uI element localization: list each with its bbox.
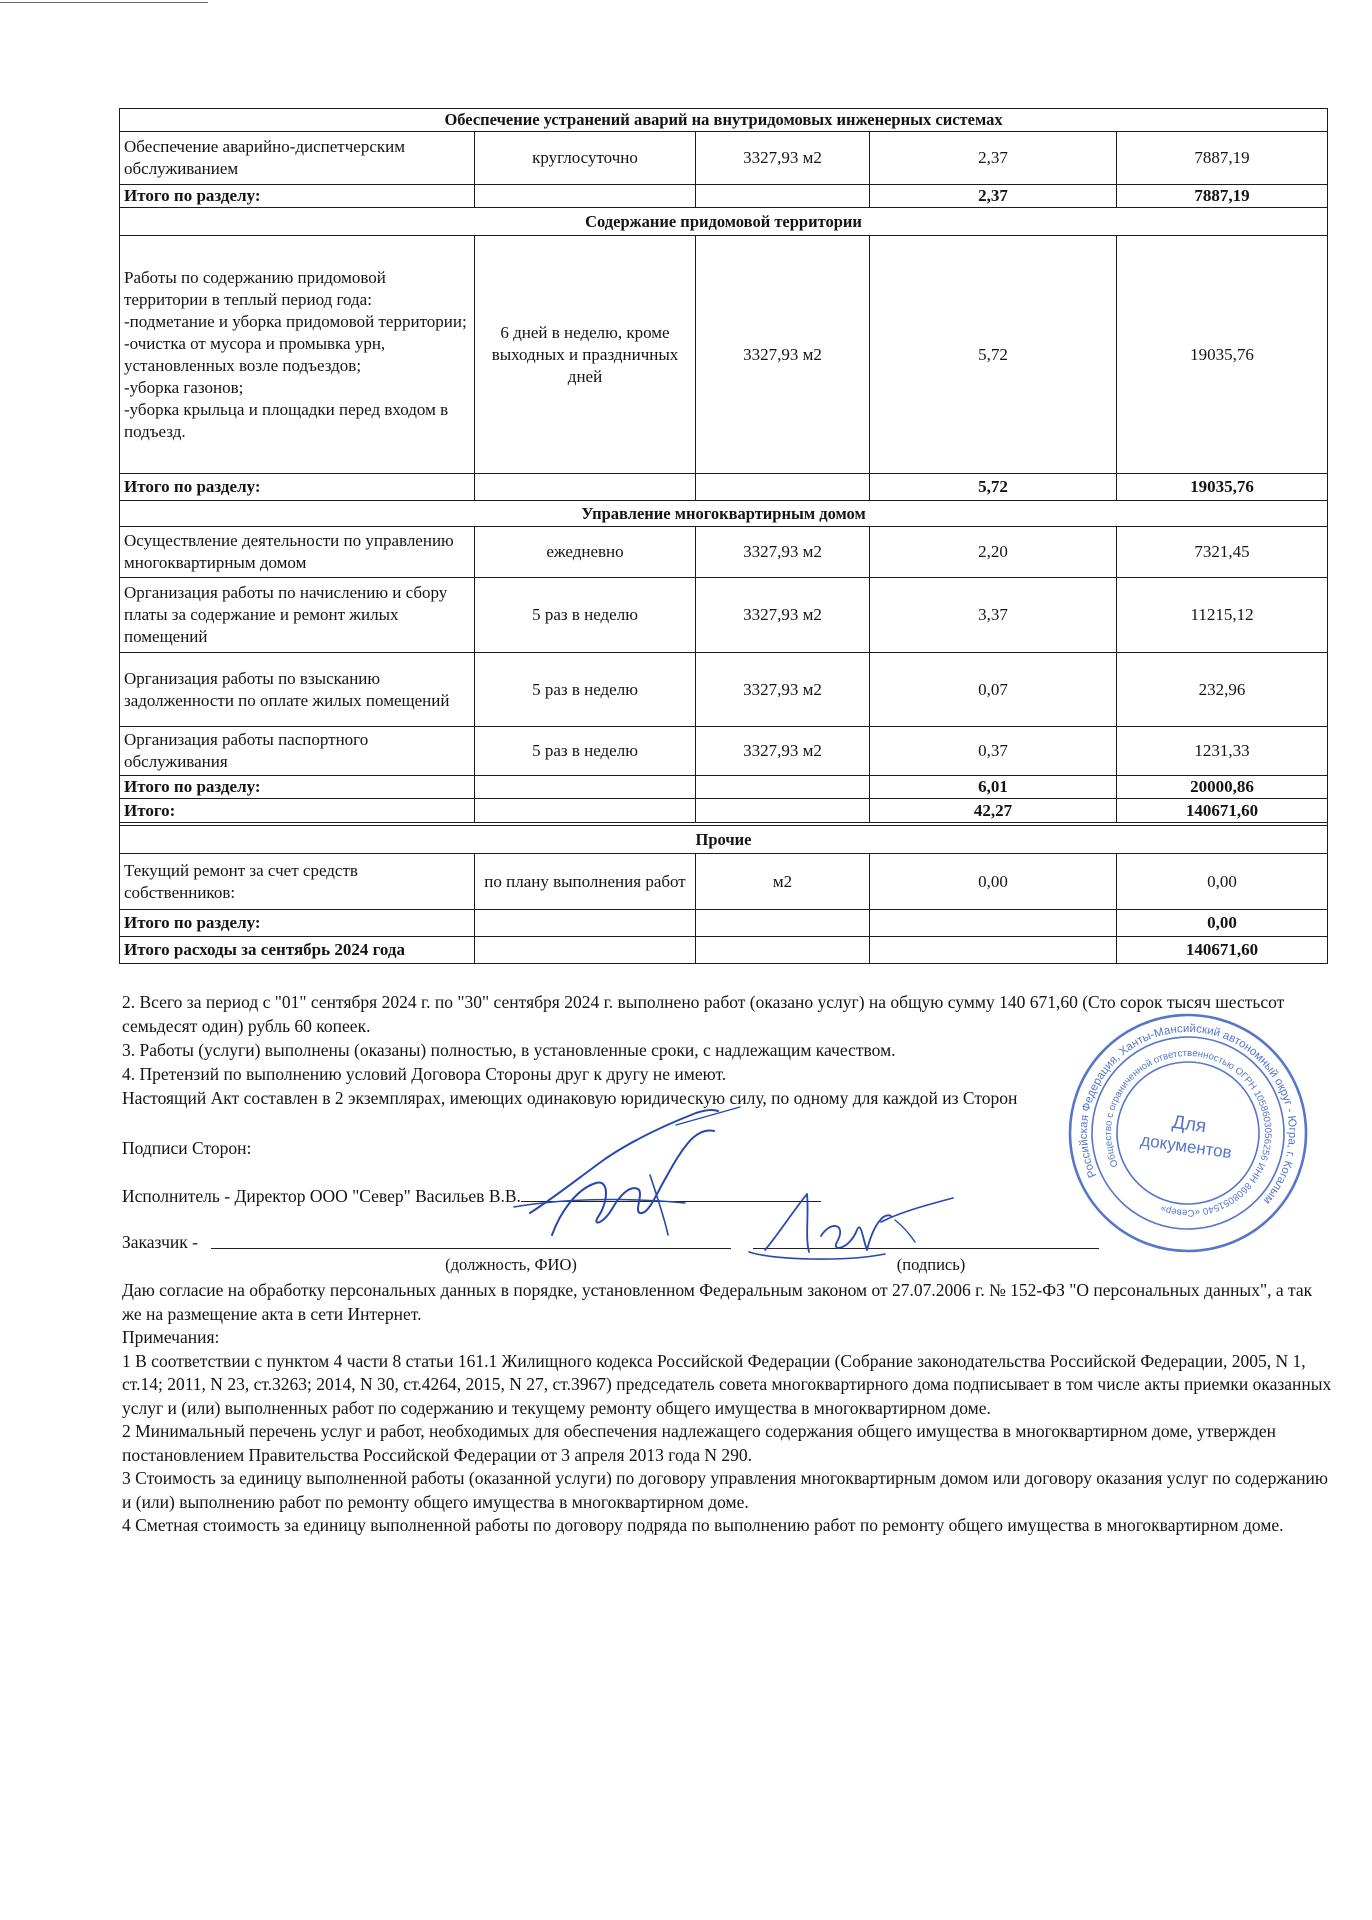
work-rate: 0,37 <box>870 727 1117 776</box>
table-row <box>120 653 1328 727</box>
work-item: -очистка от мусора и промывка урн, установленных возле подъездов; <box>124 333 386 375</box>
grand-total-row <box>120 937 1328 964</box>
section-header-row <box>120 826 1328 854</box>
scan-edge-line <box>0 2 208 3</box>
stamp-inner-ring: Общество с ограниченной ответственностью ОГРН 1058603056256 ИНН 8608051540 «Север» <box>1102 1047 1274 1219</box>
work-item: -уборка крыльца и площадки перед входом в подъезд. <box>124 399 449 441</box>
subtotal-label: Итого по разделу: <box>120 185 475 208</box>
work-name: Организация работы паспортного обслуживания <box>120 727 475 776</box>
empty-cell <box>475 937 696 964</box>
subtotal-label: Итого по разделу: <box>120 776 475 799</box>
subtotal-sum: 0,00 <box>1117 910 1328 937</box>
work-frequency: 5 раз в неделю <box>475 578 696 653</box>
empty-cell <box>696 910 870 937</box>
empty-cell <box>696 799 870 823</box>
section-title: Управление многоквартирным домом <box>120 501 1328 527</box>
work-name: Организация работы по взысканию задолженности по оплате жилых помещений <box>120 653 475 727</box>
table-row <box>120 132 1328 185</box>
total-row <box>120 799 1328 823</box>
paragraph-claims: 4. Претензий по выполнению условий Договора Стороны друг к другу не имеют. <box>122 1064 727 1084</box>
subtotal-rate: 5,72 <box>870 474 1117 501</box>
work-area: 3327,93 м2 <box>696 578 870 653</box>
total-rate: 42,27 <box>870 799 1117 823</box>
work-rate: 3,37 <box>870 578 1117 653</box>
work-frequency: круглосуточно <box>475 132 696 185</box>
subtotal-label: Итого по разделу: <box>120 910 475 937</box>
note-item: 3 Стоимость за единицу выполненной работы (оказанной услуги) по договору управления многоквартирным домом или договору оказания услуг по содержанию и (или) выполнению работ по ремонту общего имущества в многоквартирном доме. <box>122 1468 1328 1512</box>
work-area: 3327,93 м2 <box>696 236 870 474</box>
company-stamp <box>1063 1008 1313 1258</box>
stamp-outer-ring: Российская Федерация, Ханты-Мансийский автономный округ - Югра, г. Когалым <box>1077 1022 1299 1207</box>
table-row <box>120 727 1328 776</box>
empty-cell <box>696 776 870 799</box>
subtotal-sum: 7887,19 <box>1117 185 1328 208</box>
work-sum: 7321,45 <box>1117 527 1328 578</box>
section-subtotal-row <box>120 776 1328 799</box>
position-caption: (должность, ФИО) <box>445 1255 577 1274</box>
cost-table <box>119 108 1328 964</box>
work-sum: 7887,19 <box>1117 132 1328 185</box>
subtotal-rate: 6,01 <box>870 776 1117 799</box>
section-header-row <box>120 501 1328 527</box>
customer-signature <box>735 1180 975 1270</box>
signature-caption: (подпись) <box>896 1255 966 1274</box>
executor-label: Исполнитель - Директор ООО "Север" Васильев В.В. <box>122 1186 521 1206</box>
work-name: Организация работы по начислению и сбору платы за содержание и ремонт жилых помещений <box>120 578 475 653</box>
work-area: 3327,93 м2 <box>696 653 870 727</box>
work-sum: 11215,12 <box>1117 578 1328 653</box>
customer-label: Заказчик - <box>122 1232 198 1252</box>
work-name <box>120 236 475 474</box>
paragraph-total-amount: 2. Всего за период с "01" сентября 2024 г. по "30" сентября 2024 г. выполнено работ (оказано услуг) на общую сумму 140 671,60 (Сто сорок тысяч шестьсот семьдесят один) рубль 60 копеек. <box>122 992 1285 1036</box>
subtotal-label: Итого по разделу: <box>120 474 475 501</box>
work-area: 3327,93 м2 <box>696 132 870 185</box>
work-rate: 2,37 <box>870 132 1117 185</box>
empty-cell <box>696 474 870 501</box>
total-label: Итого: <box>120 799 475 823</box>
section-header-row <box>120 109 1328 132</box>
work-name: Осуществление деятельности по управлению многоквартирным домом <box>120 527 475 578</box>
subtotal-sum: 19035,76 <box>1117 474 1328 501</box>
work-name: Текущий ремонт за счет средств собственников: <box>120 854 475 910</box>
grand-total-label: Итого расходы за сентябрь 2024 года <box>120 937 475 964</box>
section-title: Прочие <box>120 826 1328 854</box>
note-item: 1 В соответствии с пунктом 4 части 8 статьи 161.1 Жилищного кодекса Российской Федерации (Собрание законодательства Российской Федерации, 2005, N 1, ст.14; 2011, N 23, ст.3263; 2014, N 30, ст.4264, 2015, N 27, ст.3967) председатель совета многоквартирного дома подписывает в том числе акты приемки оказанных услуг и (или) выполненных работ по содержанию и текущему ремонту общего имущества в многоквартирном доме. <box>122 1350 1332 1418</box>
signatures-heading: Подписи Сторон: <box>122 1138 252 1158</box>
paragraph-quality: 3. Работы (услуги) выполнены (оказаны) полностью, в установленные сроки, с надлежащим качеством. <box>122 1040 896 1060</box>
notes-heading: Примечания: <box>122 1327 220 1347</box>
work-frequency: 5 раз в неделю <box>475 727 696 776</box>
section-title: Обеспечение устранений аварий на внутридомовых инженерных системах <box>120 109 1328 132</box>
work-area: 3327,93 м2 <box>696 727 870 776</box>
stamp-center-top: Для <box>1170 1111 1208 1138</box>
executor-signature <box>500 1085 770 1255</box>
work-rate: 0,07 <box>870 653 1117 727</box>
empty-cell <box>475 776 696 799</box>
notes <box>122 1326 1334 1538</box>
note-item: 4 Сметная стоимость за единицу выполненной работы по договору подряда по выполнению работ по ремонту общего имущества в многоквартирном доме. <box>122 1515 1284 1535</box>
work-sum: 1231,33 <box>1117 727 1328 776</box>
work-sum: 0,00 <box>1117 854 1328 910</box>
work-item: -уборка газонов; <box>124 377 244 397</box>
subtotal-sum: 20000,86 <box>1117 776 1328 799</box>
work-sum: 19035,76 <box>1117 236 1328 474</box>
work-name-title: Работы по содержанию придомовой территории в теплый период года: <box>124 267 386 309</box>
work-rate: 2,20 <box>870 527 1117 578</box>
work-frequency: 5 раз в неделю <box>475 653 696 727</box>
empty-cell <box>475 185 696 208</box>
table-row <box>120 578 1328 653</box>
empty-cell <box>870 910 1117 937</box>
paragraph-copies: Настоящий Акт составлен в 2 экземплярах, имеющих одинаковую юридическую силу, по одному для каждой из Сторон <box>122 1088 1018 1108</box>
work-rate: 5,72 <box>870 236 1117 474</box>
stamp-center-bottom: документов <box>1139 1130 1233 1163</box>
work-name: Обеспечение аварийно-диспетчерским обслуживанием <box>120 132 475 185</box>
consent-paragraph: Даю согласие на обработку персональных данных в порядке, установленном Федеральным законом от 27.07.2006 г. № 152-ФЗ "О персональных данных", а так же на размещение акта в сети Интернет. <box>122 1280 1313 1324</box>
section-subtotal-row <box>120 474 1328 501</box>
note-item: 2 Минимальный перечень услуг и работ, необходимых для обеспечения надлежащего содержания общего имущества в многоквартирном доме, утвержден постановлением Правительства Российской Федерации от 3 апреля 2013 года N 290. <box>122 1421 1277 1465</box>
empty-cell <box>696 185 870 208</box>
work-frequency: 6 дней в неделю, кроме выходных и праздничных дней <box>475 236 696 474</box>
table-row <box>120 236 1328 474</box>
work-area: 3327,93 м2 <box>696 527 870 578</box>
section-subtotal-row <box>120 910 1328 937</box>
section-header-row <box>120 208 1328 236</box>
grand-total-sum: 140671,60 <box>1117 937 1328 964</box>
empty-cell <box>475 799 696 823</box>
table-row <box>120 854 1328 910</box>
work-item: -подметание и уборка придомовой территории; <box>124 311 467 331</box>
empty-cell <box>696 937 870 964</box>
work-rate: 0,00 <box>870 854 1117 910</box>
section-title: Содержание придомовой территории <box>120 208 1328 236</box>
work-frequency: по плану выполнения работ <box>475 854 696 910</box>
section-subtotal-row <box>120 185 1328 208</box>
empty-cell <box>475 910 696 937</box>
empty-cell <box>870 937 1117 964</box>
empty-cell <box>475 474 696 501</box>
work-area: м2 <box>696 854 870 910</box>
total-sum: 140671,60 <box>1117 799 1328 823</box>
subtotal-rate: 2,37 <box>870 185 1117 208</box>
table-row <box>120 527 1328 578</box>
work-frequency: ежедневно <box>475 527 696 578</box>
work-sum: 232,96 <box>1117 653 1328 727</box>
